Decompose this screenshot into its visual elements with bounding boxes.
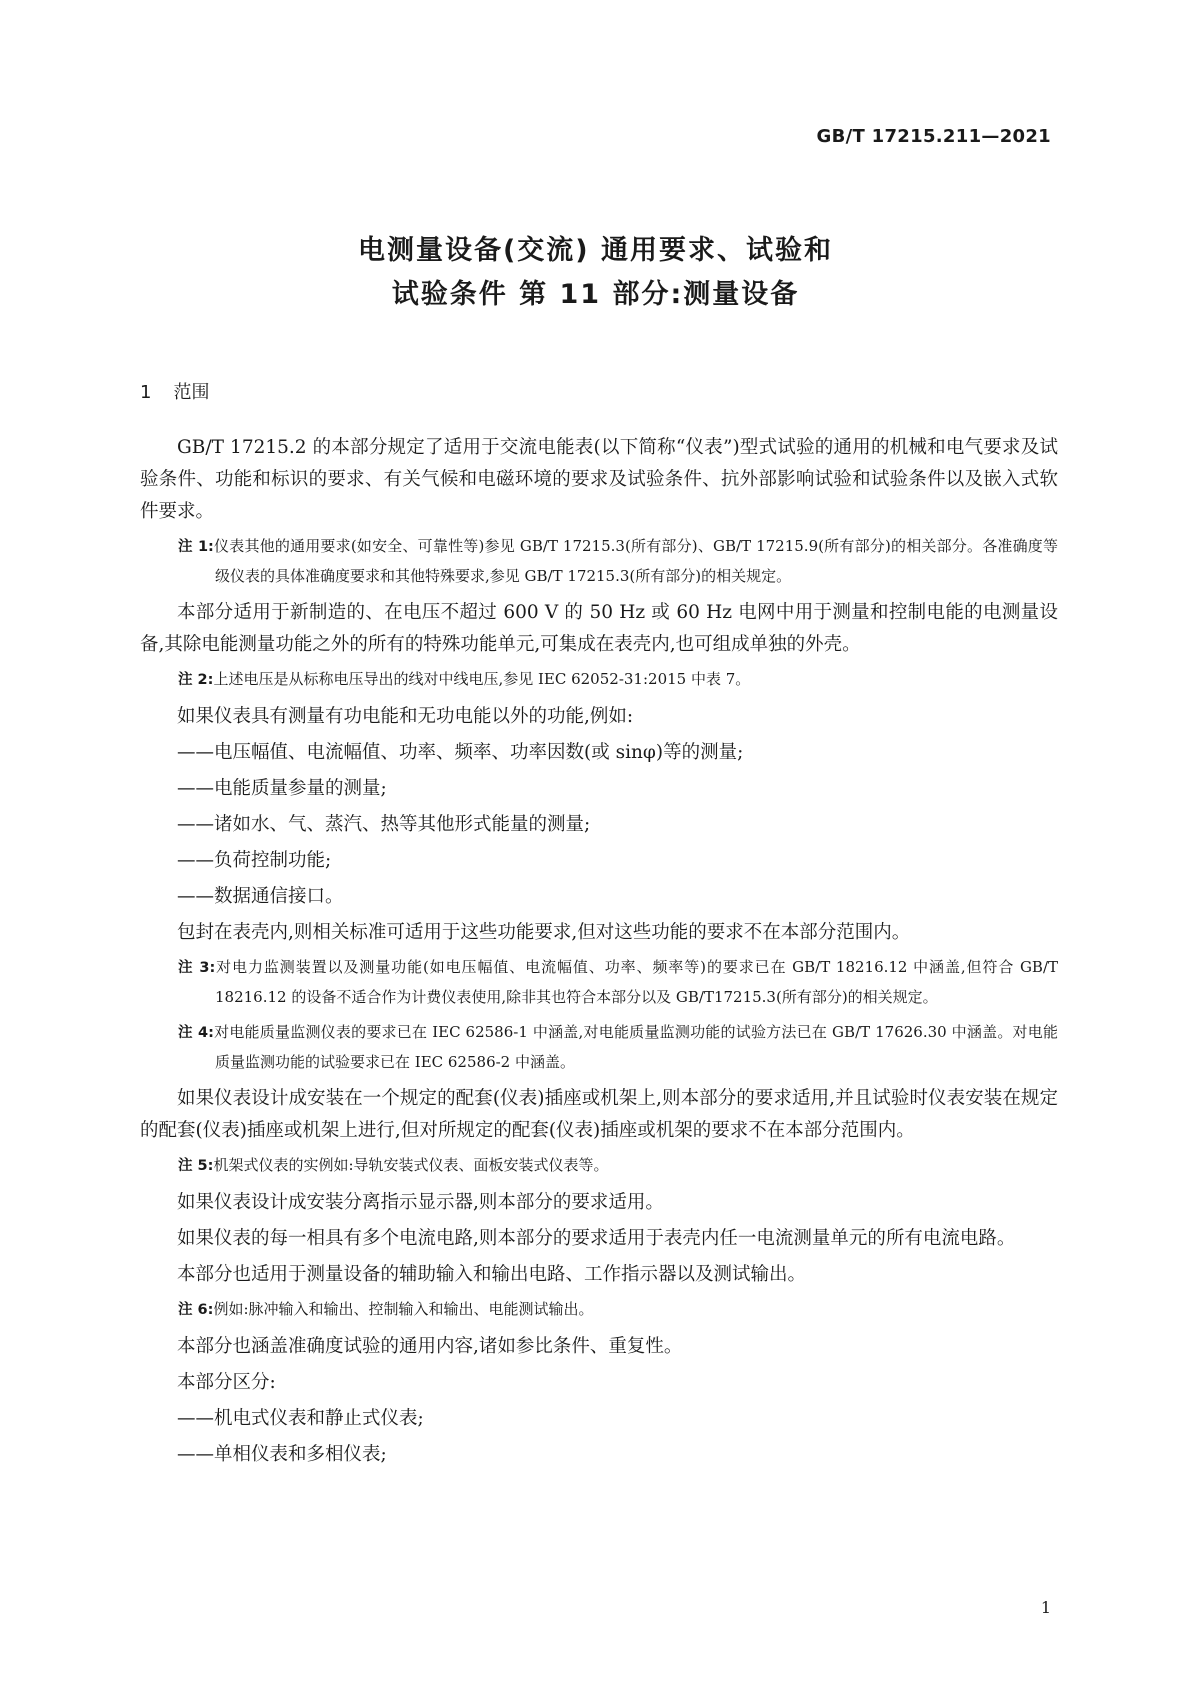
list-item: ——单相仪表和多相仪表; <box>177 1444 387 1465</box>
document-body <box>140 432 1058 1475</box>
document-title-line-2: 试验条件 第 11 部分:测量设备 <box>391 279 800 310</box>
list-item: ——诸如水、气、蒸汽、热等其他形式能量的测量; <box>177 814 591 835</box>
note-label: 注 1: <box>178 539 214 555</box>
note-label: 注 2: <box>178 672 214 688</box>
note-label: 注 3: <box>178 960 216 976</box>
section-name: 范围 <box>173 382 210 403</box>
section-heading <box>140 378 209 404</box>
note-text: 仪表其他的通用要求(如安全、可靠性等)参见 GB/T 17215.3(所有部分)、GB/T 17215.9(所有部分)的相关部分。各准确度等级仪表的具体准确度要求和其他特殊要求,参见 GB/T 17215.3(所有部分)的相关规定。 <box>213 537 1059 585</box>
note-label: 注 5: <box>178 1158 214 1174</box>
paragraph: GB/T 17215.2 的本部分规定了适用于交流电能表(以下简称“仪表”)型式试验的通用的机械和电气要求及试验条件、功能和标识的要求、有关气候和电磁环境的要求及试验条件、抗外部影响试验和试验条件以及嵌入式软件要求。 <box>140 437 1058 522</box>
note-text: 机架式仪表的实例如:导轨安装式仪表、面板安装式仪表等。 <box>213 1156 609 1174</box>
note <box>140 953 1058 1012</box>
note <box>140 1018 1058 1077</box>
paragraph: 包封在表壳内,则相关标准可适用于这些功能要求,但对这些功能的要求不在本部分范围内。 <box>177 922 911 943</box>
list-item: ——负荷控制功能; <box>177 850 332 871</box>
document-title-line-1: 电测量设备(交流) 通用要求、试验和 <box>357 235 834 266</box>
note <box>140 532 1058 591</box>
paragraph: 本部分也涵盖准确度试验的通用内容,诸如参比条件、重复性。 <box>177 1336 683 1357</box>
note-text: 对电能质量监测仪表的要求已在 IEC 62586-1 中涵盖,对电能质量监测功能的试验方法已在 GB/T 17626.30 中涵盖。对电能质量监测功能的试验要求已在 IEC 62586-2 中涵盖。 <box>213 1023 1059 1071</box>
note-text: 例如:脉冲输入和输出、控制输入和输出、电能测试输出。 <box>213 1300 594 1318</box>
paragraph: 本部分也适用于测量设备的辅助输入和输出电路、工作指示器以及测试输出。 <box>177 1264 807 1285</box>
paragraph: 如果仪表的每一相具有多个电流电路,则本部分的要求适用于表壳内任一电流测量单元的所有电流电路。 <box>177 1228 1016 1249</box>
page-number: 1 <box>1040 1598 1051 1617</box>
section-number: 1 <box>140 382 152 403</box>
note <box>140 1151 1058 1181</box>
note <box>140 1295 1058 1325</box>
list-item: ——电能质量参量的测量; <box>177 778 387 799</box>
standard-code: GB/T 17215.211—2021 <box>816 126 1051 147</box>
paragraph: 如果仪表设计成安装在一个规定的配套(仪表)插座或机架上,则本部分的要求适用,并且试验时仪表安装在规定的配套(仪表)插座或机架上进行,但对所规定的配套(仪表)插座或机架的要求不在本部分范围内。 <box>140 1088 1058 1141</box>
note <box>140 665 1058 695</box>
paragraph: 如果仪表设计成安装分离指示显示器,则本部分的要求适用。 <box>177 1192 664 1213</box>
note-text: 上述电压是从标称电压导出的线对中线电压,参见 IEC 62052-31:2015 中表 7。 <box>213 670 751 688</box>
list-item: ——机电式仪表和静止式仪表; <box>177 1408 424 1429</box>
note-label: 注 6: <box>178 1302 214 1318</box>
list-item: ——数据通信接口。 <box>177 886 344 907</box>
note-text: 对电力监测装置以及测量功能(如电压幅值、电流幅值、功率、频率等)的要求已在 GB/T 18216.12 中涵盖,但符合 GB/T 18216.12 的设备不适合作为计费仪表使用,除非其也符合本部分以及 GB/T17215.3(所有部分)的相关规定。 <box>215 958 1059 1006</box>
list-item: ——电压幅值、电流幅值、功率、频率、功率因数(或 sinφ)等的测量; <box>177 742 744 763</box>
paragraph: 如果仪表具有测量有功电能和无功电能以外的功能,例如: <box>177 706 634 727</box>
paragraph: 本部分区分: <box>177 1372 276 1393</box>
paragraph: 本部分适用于新制造的、在电压不超过 600 V 的 50 Hz 或 60 Hz 电网中用于测量和控制电能的电测量设备,其除电能测量功能之外的所有的特殊功能单元,可集成在表壳内,也可组成单独的外壳。 <box>140 602 1058 655</box>
note-label: 注 4: <box>178 1025 214 1041</box>
